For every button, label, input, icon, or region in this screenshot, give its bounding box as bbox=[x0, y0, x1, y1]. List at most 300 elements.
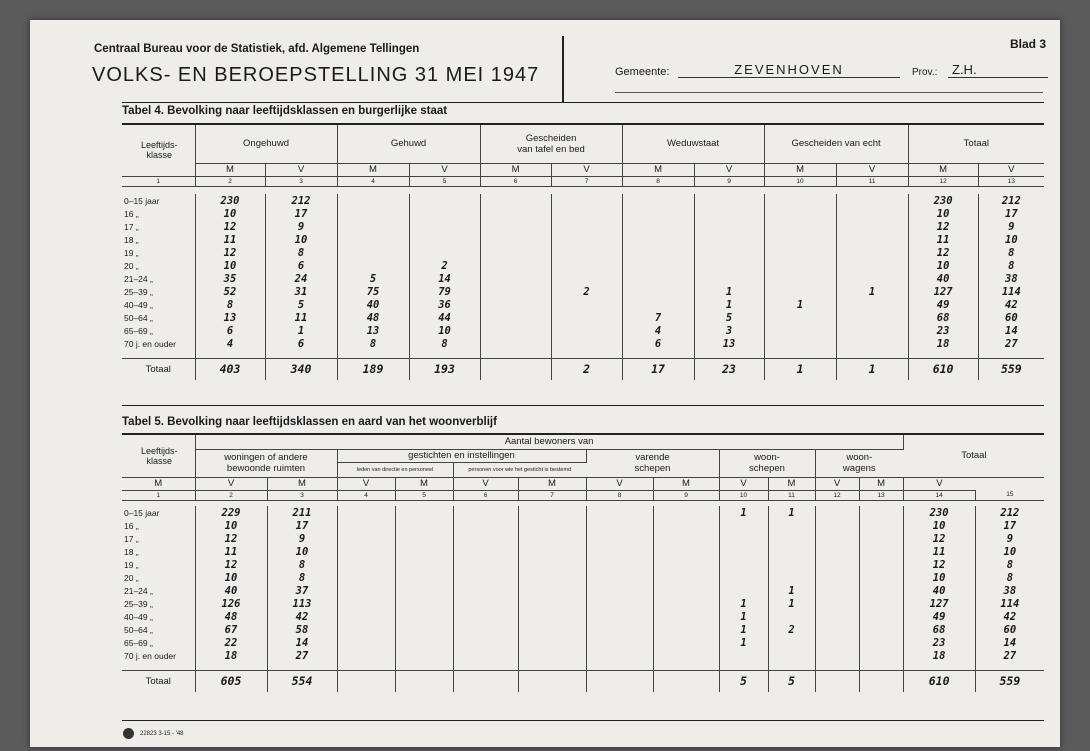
tabel4-sex-m: M bbox=[337, 163, 409, 176]
tabel4-cell: 9 bbox=[265, 220, 337, 233]
tabel5-cell bbox=[395, 519, 453, 532]
tabel5-cell: 14 bbox=[267, 636, 337, 649]
tabel5-group-varende-schepen: varende schepen bbox=[586, 449, 719, 477]
tabel5-cell: 11 bbox=[195, 545, 267, 558]
tabel4-cell: 42 bbox=[1005, 298, 1018, 311]
tabel5-cell: 12 bbox=[903, 532, 975, 545]
tabel4-cell: 12 bbox=[195, 220, 265, 233]
tabel4-cell bbox=[409, 220, 480, 233]
tabel4-row bbox=[122, 233, 1044, 246]
tabel4-cell: 1 bbox=[836, 285, 908, 298]
tabel5-age-label: 19 „ bbox=[122, 558, 195, 571]
tabel5-col-number: 8 bbox=[586, 490, 653, 500]
tabel4-cell: 8 bbox=[265, 246, 337, 259]
tabel4-cell bbox=[764, 337, 836, 350]
tabel4-total-cell bbox=[480, 358, 551, 380]
tabel4-cell: 11 bbox=[195, 233, 265, 246]
tabel5-cell bbox=[586, 597, 653, 610]
tabel4-cell: 10 bbox=[908, 207, 978, 220]
tabel4-col-number: 8 bbox=[622, 176, 694, 186]
tabel4-cell: 14 bbox=[409, 272, 480, 285]
tabel4-col-number: 13 bbox=[978, 176, 1044, 186]
tabel5-cell bbox=[453, 506, 518, 519]
tabel5-cell: 10 bbox=[195, 571, 267, 584]
tabel4-cell: 36 bbox=[409, 298, 480, 311]
tabel4-cell: 13 bbox=[694, 337, 764, 350]
tabel5-cell: 67 bbox=[195, 623, 267, 636]
tabel5-cell bbox=[768, 519, 815, 532]
tabel5-col-number: 9 bbox=[653, 490, 719, 500]
tabel4-cell: 1 bbox=[764, 298, 836, 311]
tabel4-age-label: 21–24 „ bbox=[122, 272, 195, 285]
tabel5-cell bbox=[395, 571, 453, 584]
tabel5-cell: 37 bbox=[267, 584, 337, 597]
tabel5-cell bbox=[859, 545, 903, 558]
tabel4-cell: 44 bbox=[409, 311, 480, 324]
tabel5-cell bbox=[453, 597, 518, 610]
tabel5-cell: 12 bbox=[903, 558, 975, 571]
tabel5-cell: 60 bbox=[1003, 623, 1017, 636]
tabel4-col-number: 9 bbox=[694, 176, 764, 186]
tabel4-col-number: 5 bbox=[409, 176, 480, 186]
tabel5-cell bbox=[815, 519, 859, 532]
tabel4-row bbox=[122, 272, 1044, 285]
tabel4-cell: 10 bbox=[409, 324, 480, 337]
tabel5-cell: 1 bbox=[719, 597, 768, 610]
tabel5-cell bbox=[453, 545, 518, 558]
tabel4-sex-m: M bbox=[480, 163, 551, 176]
tabel4-cell: 6 bbox=[265, 337, 337, 350]
tabel4-col-number: 4 bbox=[337, 176, 409, 186]
tabel5-cell: 113 bbox=[267, 597, 337, 610]
tabel4-cell bbox=[622, 298, 694, 311]
tabel5-cell bbox=[453, 519, 518, 532]
tabel5-col-number: 5 bbox=[395, 490, 453, 500]
tabel5-col-number: 13 bbox=[859, 490, 903, 500]
tabel5-group-woningen: woningen of andere bewoonde ruimten bbox=[195, 449, 337, 477]
tabel5-cell: 2 bbox=[768, 623, 815, 636]
tabel4-cell bbox=[836, 246, 908, 259]
tabel5-sex-v: V bbox=[453, 477, 518, 490]
tabel4-cell bbox=[764, 233, 836, 246]
tabel4-cell bbox=[409, 207, 480, 220]
tabel5-cell bbox=[518, 649, 586, 662]
header-divider bbox=[562, 36, 564, 102]
tabel5-cell bbox=[586, 571, 653, 584]
tabel5-cell bbox=[453, 532, 518, 545]
tabel5-col-number: 2 bbox=[195, 490, 267, 500]
tabel5-cell bbox=[395, 558, 453, 571]
tabel5-age-label: 25–39 „ bbox=[122, 597, 195, 610]
tabel5-cell bbox=[653, 649, 719, 662]
tabel5-cell bbox=[815, 506, 859, 519]
tabel4-cell: 17 bbox=[1005, 207, 1018, 220]
tabel5-cell bbox=[859, 506, 903, 519]
tabel5-total-cell bbox=[653, 670, 719, 692]
tabel5-cell bbox=[815, 545, 859, 558]
tabel5-cell bbox=[586, 584, 653, 597]
tabel5-group-woonschepen: woon- schepen bbox=[719, 449, 815, 477]
tabel5-cell: 49 bbox=[903, 610, 975, 623]
tabel4-sex-m: M bbox=[622, 163, 694, 176]
tabel5-cell bbox=[586, 623, 653, 636]
tabel5-cell bbox=[395, 623, 453, 636]
tabel5-total-cell: 610 bbox=[903, 670, 975, 692]
tabel5-cell bbox=[337, 571, 395, 584]
tabel5-cell bbox=[719, 571, 768, 584]
tabel5-cell: 126 bbox=[195, 597, 267, 610]
tabel5-age-label: 20 „ bbox=[122, 571, 195, 584]
tabel4-sex-v: V bbox=[836, 163, 908, 176]
tabel4-row bbox=[122, 324, 1044, 337]
tabel5-cell bbox=[337, 597, 395, 610]
tabel4-cell: 68 bbox=[908, 311, 978, 324]
tabel5-cell bbox=[337, 519, 395, 532]
tabel4-age-label: 19 „ bbox=[122, 246, 195, 259]
tabel5-col-number: 14 bbox=[903, 490, 975, 500]
tabel5-cell bbox=[859, 597, 903, 610]
tabel5-sex-m: M bbox=[267, 477, 337, 490]
tabel5-total-cell bbox=[453, 670, 518, 692]
tabel5-cell: 12 bbox=[195, 532, 267, 545]
tabel5-cell: 18 bbox=[903, 649, 975, 662]
tabel5-cell bbox=[518, 532, 586, 545]
tabel4-total-cell: 1 bbox=[764, 358, 836, 380]
tabel5-sex-m: M bbox=[768, 477, 815, 490]
tabel5-bottom-rule bbox=[122, 720, 1044, 721]
tabel5-cell bbox=[815, 636, 859, 649]
tabel5-cell: 8 bbox=[1006, 558, 1014, 571]
tabel5-cell bbox=[586, 558, 653, 571]
tabel5-total-row bbox=[122, 670, 1044, 692]
tabel4-cell bbox=[480, 194, 551, 207]
tabel4-cell: 8 bbox=[337, 337, 409, 350]
tabel5-cell bbox=[768, 610, 815, 623]
tabel5-cell bbox=[768, 545, 815, 558]
tabel4-cell bbox=[480, 220, 551, 233]
tabel4-col-number: 2 bbox=[195, 176, 265, 186]
tabel5-cell bbox=[859, 636, 903, 649]
tabel4-cell bbox=[409, 246, 480, 259]
tabel5-row bbox=[122, 545, 1044, 558]
tabel4-cell bbox=[764, 311, 836, 324]
tabel5-cell bbox=[719, 558, 768, 571]
tabel4-total-cell: 189 bbox=[337, 358, 409, 380]
tabel4-cell bbox=[694, 207, 764, 220]
tabel5-row bbox=[122, 649, 1044, 662]
tabel5-total-label: Totaal bbox=[122, 670, 195, 692]
tabel4-age-label: 50–64 „ bbox=[122, 311, 195, 324]
tabel4-cell: 17 bbox=[265, 207, 337, 220]
tabel4-row bbox=[122, 246, 1044, 259]
tabel5-cell bbox=[653, 610, 719, 623]
tabel4-cell bbox=[480, 285, 551, 298]
tabel4-total-cell: 23 bbox=[694, 358, 764, 380]
tabel5-cell: 58 bbox=[267, 623, 337, 636]
tabel5-cell bbox=[653, 597, 719, 610]
tabel4-row bbox=[122, 194, 1044, 207]
tabel4-cell: 10 bbox=[195, 207, 265, 220]
tabel5-cell: 17 bbox=[267, 519, 337, 532]
tabel5-row bbox=[122, 597, 1044, 610]
tabel5-cell: 27 bbox=[1003, 649, 1017, 662]
tabel5-sub-directie: leden van directie en personeel bbox=[337, 462, 453, 477]
tabel4-cell bbox=[337, 207, 409, 220]
tabel5-sex-v: V bbox=[195, 477, 267, 490]
tabel4-cell bbox=[409, 194, 480, 207]
tabel4-cell bbox=[480, 311, 551, 324]
tabel4-cell bbox=[836, 220, 908, 233]
tabel4-cell bbox=[551, 246, 622, 259]
tabel4-cell: 12 bbox=[195, 246, 265, 259]
tabel4-row bbox=[122, 220, 1044, 233]
tabel4-cell: 40 bbox=[908, 272, 978, 285]
tabel4-cell: 8 bbox=[195, 298, 265, 311]
tabel4-cell bbox=[764, 272, 836, 285]
tabel5-cell: 1 bbox=[719, 610, 768, 623]
tabel4-total-cell: 1 bbox=[836, 358, 908, 380]
print-code: 22823 3-15 - '48 bbox=[140, 731, 184, 737]
tabel5-cell bbox=[337, 649, 395, 662]
tabel5-cell bbox=[337, 636, 395, 649]
tabel4-cell bbox=[764, 259, 836, 272]
tabel5-cell bbox=[518, 623, 586, 636]
tabel4-cell bbox=[551, 220, 622, 233]
tabel4-cell bbox=[622, 220, 694, 233]
tabel5-cell: 27 bbox=[267, 649, 337, 662]
tabel5-total-cell bbox=[337, 670, 395, 692]
tabel4-cell: 5 bbox=[694, 311, 764, 324]
tabel4-cell bbox=[694, 246, 764, 259]
tabel5-cell bbox=[395, 649, 453, 662]
tabel4-cell: 40 bbox=[337, 298, 409, 311]
tabel5-sex-v: V bbox=[337, 477, 395, 490]
province-value: Z.H. bbox=[948, 62, 1048, 78]
tabel5-age-label: 0–15 jaar bbox=[122, 506, 195, 519]
tabel5-total-cell: 5 bbox=[768, 670, 815, 692]
printer-stamp-icon bbox=[123, 728, 134, 739]
tabel4-cell: 12 bbox=[908, 246, 978, 259]
tabel5-cell bbox=[815, 610, 859, 623]
tabel5-cell bbox=[859, 610, 903, 623]
municipality-value: ZEVENHOVEN bbox=[678, 62, 900, 78]
tabel4-cell bbox=[551, 337, 622, 350]
tabel5-total-cell: 5 bbox=[719, 670, 768, 692]
tabel5-cell bbox=[337, 623, 395, 636]
tabel4-cell bbox=[551, 298, 622, 311]
tabel4-cell bbox=[622, 246, 694, 259]
tabel4-total-cell: 610 bbox=[908, 358, 978, 380]
tabel4-cell bbox=[337, 220, 409, 233]
tabel5-group-woonwagens: woon- wagens bbox=[815, 449, 903, 477]
tabel5-row bbox=[122, 532, 1044, 545]
tabel4-cell: 23 bbox=[908, 324, 978, 337]
tabel5-cell: 1 bbox=[719, 636, 768, 649]
tabel4-cell bbox=[836, 311, 908, 324]
tabel5-cell bbox=[719, 649, 768, 662]
tabel5-cell: 10 bbox=[267, 545, 337, 558]
tabel5-cell bbox=[518, 519, 586, 532]
census-title: VOLKS- EN BEROEPSTELLING 31 MEI 1947 bbox=[92, 64, 540, 86]
tabel5-cell: 48 bbox=[195, 610, 267, 623]
tabel5-cell bbox=[653, 519, 719, 532]
tabel5-cell bbox=[337, 506, 395, 519]
tabel4-cell: 1 bbox=[265, 324, 337, 337]
tabel4-sex-m: M bbox=[908, 163, 978, 176]
tabel4-cell bbox=[480, 272, 551, 285]
tabel5-total-cell bbox=[518, 670, 586, 692]
tabel4-cell: 10 bbox=[195, 259, 265, 272]
tabel4-group-gehuwd: Gehuwd bbox=[337, 125, 480, 163]
tabel4-row bbox=[122, 207, 1044, 220]
tabel5-cell: 17 bbox=[1003, 519, 1017, 532]
tabel5-sex-v: V bbox=[815, 477, 859, 490]
tabel5-cell bbox=[453, 649, 518, 662]
tabel5-cell bbox=[653, 558, 719, 571]
tabel4-cell bbox=[694, 233, 764, 246]
tabel5-col-number: 10 bbox=[719, 490, 768, 500]
tabel4-cell: 8 bbox=[409, 337, 480, 350]
tabel4-cell bbox=[622, 259, 694, 272]
tabel4-cell bbox=[836, 207, 908, 220]
tabel4-cell bbox=[480, 324, 551, 337]
tabel4-cell bbox=[836, 259, 908, 272]
tabel5-cell bbox=[337, 584, 395, 597]
tabel4-cell bbox=[622, 207, 694, 220]
tabel5-row bbox=[122, 623, 1044, 636]
tabel5-total-cell: 559 bbox=[975, 670, 1044, 692]
tabel5-cell: 40 bbox=[903, 584, 975, 597]
tabel5-cell: 10 bbox=[903, 519, 975, 532]
tabel4-cell bbox=[622, 272, 694, 285]
tabel4-cell bbox=[764, 324, 836, 337]
tabel5-cell bbox=[518, 571, 586, 584]
tabel4-age-label: 25–39 „ bbox=[122, 285, 195, 298]
tabel4-cell bbox=[694, 220, 764, 233]
tabel5-cell bbox=[453, 571, 518, 584]
tabel5-group-gestichten: gestichten en instellingen bbox=[337, 449, 586, 462]
tabel4-cell: 31 bbox=[265, 285, 337, 298]
tabel5-age-header: Leeftijds- klasse bbox=[122, 435, 195, 477]
tabel5-cell: 1 bbox=[768, 584, 815, 597]
tabel5-cell: 10 bbox=[195, 519, 267, 532]
tabel5-cell bbox=[653, 636, 719, 649]
tabel4-sex-v: V bbox=[409, 163, 480, 176]
tabel4-row bbox=[122, 311, 1044, 324]
tabel4-cell: 1 bbox=[694, 298, 764, 311]
tabel5-cell bbox=[586, 532, 653, 545]
tabel4-cell: 11 bbox=[265, 311, 337, 324]
tabel5-cell bbox=[518, 610, 586, 623]
tabel4-cell bbox=[480, 337, 551, 350]
tabel4-cell bbox=[480, 233, 551, 246]
tabel5-cell bbox=[859, 519, 903, 532]
tabel5-col-number: 3 bbox=[267, 490, 337, 500]
tabel4-cell: 212 bbox=[265, 194, 337, 207]
tabel4-total-cell: 17 bbox=[622, 358, 694, 380]
tabel4-cell: 6 bbox=[195, 324, 265, 337]
tabel5-col-number: 7 bbox=[518, 490, 586, 500]
tabel4-col-number: 12 bbox=[908, 176, 978, 186]
tabel5-cell: 114 bbox=[1000, 597, 1020, 610]
tabel5-sex-v: V bbox=[586, 477, 653, 490]
tabel4-cell: 10 bbox=[1005, 233, 1018, 246]
tabel5-cell bbox=[395, 636, 453, 649]
tabel4-cell bbox=[764, 220, 836, 233]
tabel4-col-number: 10 bbox=[764, 176, 836, 186]
tabel5-row bbox=[122, 584, 1044, 597]
tabel5-cell: 9 bbox=[267, 532, 337, 545]
tabel5-cell: 11 bbox=[903, 545, 975, 558]
tabel5-cell bbox=[768, 558, 815, 571]
tabel4-cell: 212 bbox=[1001, 194, 1021, 207]
tabel5-cell bbox=[768, 571, 815, 584]
tabel4-cell bbox=[836, 194, 908, 207]
tabel4-cell: 52 bbox=[195, 285, 265, 298]
tabel4-age-label: 20 „ bbox=[122, 259, 195, 272]
tabel5-cell bbox=[859, 649, 903, 662]
tabel4-cell bbox=[480, 259, 551, 272]
tabel5-total-cell bbox=[859, 670, 903, 692]
tabel5-cell bbox=[815, 532, 859, 545]
tabel4-cell bbox=[551, 259, 622, 272]
tabel4-cell bbox=[622, 285, 694, 298]
tabel5-cell bbox=[395, 597, 453, 610]
tabel4-col-number: 6 bbox=[480, 176, 551, 186]
tabel5-age-label: 16 „ bbox=[122, 519, 195, 532]
tabel5-row bbox=[122, 636, 1044, 649]
tabel5-sex-m: M bbox=[653, 477, 719, 490]
tabel5-super-header: Aantal bewoners van bbox=[195, 435, 903, 449]
tabel5-cell: 42 bbox=[267, 610, 337, 623]
tabel4-cell: 3 bbox=[694, 324, 764, 337]
tabel4-total-cell: 559 bbox=[978, 358, 1044, 380]
tabel4-col-number: 1 bbox=[122, 176, 195, 186]
institute-name: Centraal Bureau voor de Statistiek, afd. Algemene Tellingen bbox=[94, 43, 420, 55]
tabel5-sex-m: M bbox=[518, 477, 586, 490]
tabel5-cell bbox=[586, 506, 653, 519]
tabel4-cell bbox=[337, 246, 409, 259]
tabel4-group-gescheiden-echt: Gescheiden van echt bbox=[764, 125, 908, 163]
tabel4-row bbox=[122, 337, 1044, 350]
tabel4-cell: 14 bbox=[1005, 324, 1018, 337]
tabel4-cell: 13 bbox=[337, 324, 409, 337]
tabel5-age-label: 21–24 „ bbox=[122, 584, 195, 597]
tabel4-cell: 75 bbox=[337, 285, 409, 298]
tabel4-age-header: Leeftijds- klasse bbox=[122, 125, 195, 176]
tabel4-cell bbox=[551, 324, 622, 337]
tabel4-age-label: 70 j. en ouder bbox=[122, 337, 195, 350]
tabel5-col-number: 15 bbox=[975, 490, 1044, 500]
tabel5-cell bbox=[815, 649, 859, 662]
tabel5-col-number: 6 bbox=[453, 490, 518, 500]
tabel5-cell bbox=[586, 649, 653, 662]
tabel5-sub-bewoners: personen voor wie het gesticht is bestemd bbox=[453, 462, 586, 477]
tabel4-cell bbox=[694, 194, 764, 207]
tabel5-cell bbox=[586, 636, 653, 649]
tabel4-cell bbox=[480, 207, 551, 220]
tabel5-cell: 38 bbox=[1003, 584, 1017, 597]
tabel4-sex-v: V bbox=[694, 163, 764, 176]
tabel4-cell: 27 bbox=[1005, 337, 1018, 350]
tabel4-age-label: 17 „ bbox=[122, 220, 195, 233]
tabel5-row bbox=[122, 558, 1044, 571]
tabel5-age-label: 65–69 „ bbox=[122, 636, 195, 649]
tabel4-cell: 230 bbox=[908, 194, 978, 207]
tabel5-cell bbox=[653, 584, 719, 597]
tabel4-cell bbox=[337, 194, 409, 207]
tabel5-cell: 10 bbox=[903, 571, 975, 584]
